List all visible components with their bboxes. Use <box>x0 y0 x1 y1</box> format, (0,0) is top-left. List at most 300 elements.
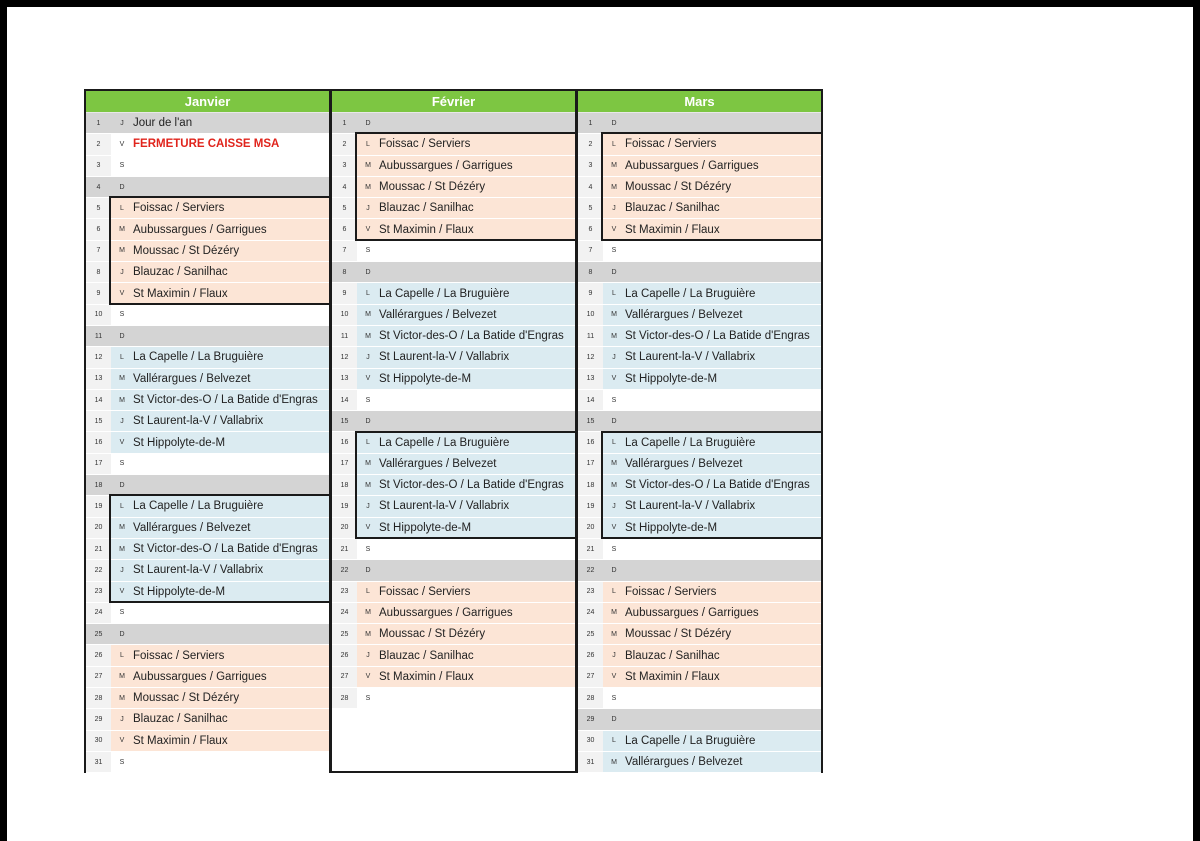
weekday-letter: D <box>119 630 125 638</box>
day-row <box>578 582 821 603</box>
day-number: 18 <box>332 475 357 495</box>
day-number: 9 <box>86 283 111 303</box>
day-row <box>86 347 329 368</box>
day-row <box>86 326 329 347</box>
visit-location: Vallérargues / Belvezet <box>625 756 743 769</box>
day-row <box>578 390 821 411</box>
day-row <box>86 262 329 283</box>
weekday-letter: S <box>365 247 371 255</box>
day-number: 9 <box>332 283 357 303</box>
weekday-letter: L <box>366 588 370 596</box>
weekday-letter: V <box>119 290 125 298</box>
visit-location: St Hippolyte-de-M <box>625 521 718 534</box>
weekday-letter: J <box>120 417 124 425</box>
day-number: 5 <box>578 198 603 218</box>
day-number: 4 <box>86 177 111 197</box>
visit-location: Moussac / St Dézéry <box>133 244 240 257</box>
weekday-letter: J <box>366 353 370 361</box>
day-number: 10 <box>578 305 603 325</box>
day-row <box>86 432 329 453</box>
day-row <box>332 475 575 496</box>
day-row <box>332 411 575 432</box>
day-number: 4 <box>578 177 603 197</box>
weekday-letter: D <box>119 481 125 489</box>
weekday-letter: S <box>119 758 125 766</box>
weekday-letter: L <box>366 290 370 298</box>
day-number: 7 <box>578 241 603 261</box>
day-row <box>578 156 821 177</box>
weekday-letter: J <box>612 204 616 212</box>
day-number: 25 <box>578 624 603 644</box>
day-number: 27 <box>332 667 357 687</box>
day-row <box>86 134 329 155</box>
day-number: 21 <box>578 539 603 559</box>
day-number: 21 <box>86 539 111 559</box>
visit-location: Foissac / Serviers <box>625 138 717 151</box>
month-header: Février <box>332 91 575 113</box>
day-row <box>332 262 575 283</box>
weekday-letter: M <box>611 311 617 319</box>
weekday-letter: M <box>119 226 125 234</box>
day-number: 1 <box>332 113 357 133</box>
day-row <box>578 603 821 624</box>
day-number: 9 <box>578 283 603 303</box>
visit-location: Blauzac / Sanilhac <box>133 713 228 726</box>
visit-location: St Maximin / Flaux <box>133 287 228 300</box>
visit-location: St Laurent-la-V / Vallabrix <box>133 564 264 577</box>
day-number: 14 <box>332 390 357 410</box>
weekday-letter: L <box>366 439 370 447</box>
visit-location: La Capelle / La Bruguière <box>379 436 510 449</box>
visit-location: Moussac / St Dézéry <box>379 181 486 194</box>
day-number: 18 <box>86 475 111 495</box>
day-row <box>86 560 329 581</box>
day-number: 23 <box>332 582 357 602</box>
day-row <box>578 496 821 517</box>
visit-location: La Capelle / La Bruguière <box>133 500 264 513</box>
visit-location: St Maximin / Flaux <box>625 223 720 236</box>
weekday-letter: M <box>365 332 371 340</box>
day-row <box>86 731 329 752</box>
day-row <box>578 454 821 475</box>
day-row <box>332 432 575 453</box>
day-number: 5 <box>332 198 357 218</box>
day-row <box>86 518 329 539</box>
visit-location: St Victor-des-O / La Batide d'Engras <box>133 543 318 556</box>
day-number: 8 <box>332 262 357 282</box>
day-row <box>332 283 575 304</box>
month-header: Janvier <box>86 91 329 113</box>
weekday-letter: V <box>365 673 371 681</box>
weekday-letter: L <box>612 439 616 447</box>
day-number: 16 <box>332 432 357 452</box>
weekday-letter: V <box>365 524 371 532</box>
weekday-letter: M <box>365 609 371 617</box>
day-row <box>86 496 329 517</box>
day-row <box>578 369 821 390</box>
day-row <box>86 156 329 177</box>
day-row <box>332 645 575 666</box>
day-number: 19 <box>332 496 357 516</box>
day-number: 25 <box>86 624 111 644</box>
visit-location: St Hippolyte-de-M <box>379 521 472 534</box>
weekday-letter: M <box>119 694 125 702</box>
weekday-letter: M <box>611 332 617 340</box>
day-number: 3 <box>86 156 111 176</box>
day-row <box>86 752 329 773</box>
weekday-letter: D <box>611 715 617 723</box>
day-row <box>578 113 821 134</box>
visit-location: St Victor-des-O / La Batide d'Engras <box>379 479 564 492</box>
day-row <box>578 645 821 666</box>
visit-location: St Hippolyte-de-M <box>379 372 472 385</box>
day-number: 7 <box>332 241 357 261</box>
day-number: 7 <box>86 241 111 261</box>
day-number: 15 <box>332 411 357 431</box>
visit-location: Aubussargues / Garrigues <box>133 670 267 683</box>
day-number: 17 <box>86 454 111 474</box>
visit-location: Blauzac / Sanilhac <box>133 266 228 279</box>
weekday-letter: V <box>365 226 371 234</box>
day-number: 27 <box>578 667 603 687</box>
weekday-letter: V <box>611 226 617 234</box>
day-row <box>86 177 329 198</box>
visit-location: St Laurent-la-V / Vallabrix <box>625 500 756 513</box>
day-number: 22 <box>578 560 603 580</box>
day-row <box>86 709 329 730</box>
visit-location: Jour de l'an <box>133 117 193 130</box>
weekday-letter: L <box>120 204 124 212</box>
day-row <box>578 432 821 453</box>
day-row <box>332 560 575 581</box>
weekday-letter: L <box>120 652 124 660</box>
day-row <box>86 603 329 624</box>
weekday-letter: D <box>611 417 617 425</box>
visit-location: La Capelle / La Bruguière <box>379 287 510 300</box>
weekday-letter: V <box>119 140 125 148</box>
day-row <box>86 688 329 709</box>
weekday-letter: V <box>119 737 125 745</box>
weekday-letter: M <box>365 162 371 170</box>
day-number: 13 <box>332 369 357 389</box>
weekday-letter: J <box>612 652 616 660</box>
day-number: 26 <box>86 645 111 665</box>
day-row <box>86 539 329 560</box>
weekday-letter: J <box>612 353 616 361</box>
weekday-letter: M <box>119 375 125 383</box>
weekday-letter: M <box>119 673 125 681</box>
day-number: 16 <box>578 432 603 452</box>
weekday-letter: D <box>611 119 617 127</box>
day-number: 15 <box>86 411 111 431</box>
day-row <box>578 219 821 240</box>
day-number: 14 <box>578 390 603 410</box>
day-row <box>578 411 821 432</box>
visit-location: St Maximin / Flaux <box>133 734 228 747</box>
day-number: 23 <box>578 582 603 602</box>
day-number: 28 <box>86 688 111 708</box>
day-row <box>332 347 575 368</box>
weekday-letter: J <box>120 715 124 723</box>
day-row <box>86 667 329 688</box>
day-number: 16 <box>86 432 111 452</box>
weekday-letter: L <box>120 502 124 510</box>
day-row <box>578 667 821 688</box>
visit-location: La Capelle / La Bruguière <box>625 436 756 449</box>
day-number: 6 <box>578 219 603 239</box>
weekday-letter: L <box>366 140 370 148</box>
day-row <box>578 539 821 560</box>
visit-location: St Laurent-la-V / Vallabrix <box>379 500 510 513</box>
weekday-letter: J <box>120 268 124 276</box>
visit-location: St Laurent-la-V / Vallabrix <box>133 415 264 428</box>
weekday-letter: J <box>366 502 370 510</box>
day-row <box>332 603 575 624</box>
weekday-letter: J <box>366 652 370 660</box>
day-row <box>578 198 821 219</box>
weekday-letter: M <box>119 545 125 553</box>
visit-location: La Capelle / La Bruguière <box>625 734 756 747</box>
visit-location: St Laurent-la-V / Vallabrix <box>625 351 756 364</box>
weekday-letter: M <box>365 183 371 191</box>
weekday-letter: V <box>611 524 617 532</box>
day-row <box>86 283 329 304</box>
day-row <box>578 241 821 262</box>
day-number: 20 <box>578 518 603 538</box>
day-row <box>332 134 575 155</box>
visit-location: St Maximin / Flaux <box>625 670 720 683</box>
day-number: 19 <box>578 496 603 516</box>
day-row <box>332 539 575 560</box>
day-list <box>332 113 575 709</box>
visit-location: Blauzac / Sanilhac <box>625 202 720 215</box>
day-row <box>332 241 575 262</box>
day-number: 15 <box>578 411 603 431</box>
day-row <box>578 688 821 709</box>
weekday-letter: S <box>611 694 617 702</box>
day-number: 22 <box>332 560 357 580</box>
day-number: 30 <box>578 731 603 751</box>
day-row <box>332 156 575 177</box>
day-row <box>578 475 821 496</box>
day-row <box>86 411 329 432</box>
day-row <box>578 283 821 304</box>
month-column <box>576 89 823 773</box>
visit-location: Vallérargues / Belvezet <box>379 457 497 470</box>
weekday-letter: M <box>611 460 617 468</box>
weekday-letter: S <box>365 396 371 404</box>
weekday-letter: D <box>365 268 371 276</box>
weekday-letter: V <box>119 439 125 447</box>
day-number: 18 <box>578 475 603 495</box>
day-row <box>578 560 821 581</box>
day-number: 4 <box>332 177 357 197</box>
day-number: 28 <box>332 688 357 708</box>
calendar-grid <box>84 89 826 773</box>
weekday-letter: D <box>611 268 617 276</box>
day-row <box>332 667 575 688</box>
day-row <box>332 688 575 709</box>
day-number: 13 <box>578 369 603 389</box>
visit-location: Moussac / St Dézéry <box>379 628 486 641</box>
visit-location: St Hippolyte-de-M <box>133 585 226 598</box>
day-number: 24 <box>578 603 603 623</box>
month-column <box>84 89 331 773</box>
weekday-letter: D <box>365 119 371 127</box>
visit-location: Vallérargues / Belvezet <box>133 372 251 385</box>
day-number: 20 <box>332 518 357 538</box>
day-number: 6 <box>86 219 111 239</box>
day-number: 28 <box>578 688 603 708</box>
day-row <box>332 624 575 645</box>
visit-location: St Victor-des-O / La Batide d'Engras <box>133 394 318 406</box>
weekday-letter: S <box>611 247 617 255</box>
visit-location: St Hippolyte-de-M <box>625 372 718 385</box>
weekday-letter: M <box>611 630 617 638</box>
day-row <box>86 624 329 645</box>
document-page <box>7 7 1193 841</box>
day-number: 8 <box>578 262 603 282</box>
day-row <box>86 305 329 326</box>
visit-location: Aubussargues / Garrigues <box>625 159 759 172</box>
day-row <box>86 475 329 496</box>
day-number: 24 <box>332 603 357 623</box>
visit-location: Foissac / Serviers <box>133 202 225 215</box>
weekday-letter: L <box>120 353 124 361</box>
day-number: 12 <box>86 347 111 367</box>
weekday-letter: D <box>119 332 125 340</box>
visit-location: St Hippolyte-de-M <box>133 436 226 449</box>
day-number: 14 <box>86 390 111 410</box>
visit-location: St Victor-des-O / La Batide d'Engras <box>625 479 810 492</box>
day-number: 24 <box>86 603 111 623</box>
closure-notice: FERMETURE CAISSE MSA <box>133 138 280 151</box>
day-number: 1 <box>86 113 111 133</box>
visit-location: Aubussargues / Garrigues <box>133 223 267 236</box>
weekday-letter: M <box>119 396 125 404</box>
day-row <box>332 326 575 347</box>
weekday-letter: M <box>611 609 617 617</box>
day-row <box>332 177 575 198</box>
visit-location: Blauzac / Sanilhac <box>379 649 474 662</box>
visit-location: Vallérargues / Belvezet <box>379 308 497 321</box>
day-number: 20 <box>86 518 111 538</box>
day-row <box>578 326 821 347</box>
day-number: 10 <box>332 305 357 325</box>
weekday-letter: S <box>119 311 125 319</box>
weekday-letter: S <box>119 162 125 170</box>
weekday-letter: M <box>611 758 617 766</box>
day-row <box>578 624 821 645</box>
weekday-letter: D <box>119 183 125 191</box>
day-row <box>578 262 821 283</box>
weekday-letter: M <box>365 630 371 638</box>
day-row <box>332 219 575 240</box>
day-row <box>578 134 821 155</box>
visit-location: La Capelle / La Bruguière <box>625 287 756 300</box>
weekday-letter: S <box>611 396 617 404</box>
weekday-letter: M <box>365 311 371 319</box>
visit-location: Blauzac / Sanilhac <box>379 202 474 215</box>
day-number: 31 <box>578 752 603 772</box>
weekday-letter: J <box>120 119 124 127</box>
weekday-letter: V <box>611 375 617 383</box>
day-row <box>332 582 575 603</box>
visit-location: Aubussargues / Garrigues <box>379 159 513 172</box>
day-number: 29 <box>86 709 111 729</box>
day-number: 6 <box>332 219 357 239</box>
day-number: 21 <box>332 539 357 559</box>
day-number: 17 <box>332 454 357 474</box>
day-number: 3 <box>332 156 357 176</box>
day-number: 2 <box>578 134 603 154</box>
day-row <box>578 305 821 326</box>
day-row <box>86 241 329 262</box>
weekday-letter: S <box>611 545 617 553</box>
day-number: 12 <box>332 347 357 367</box>
day-number: 26 <box>578 645 603 665</box>
weekday-letter: L <box>612 290 616 298</box>
day-number: 29 <box>578 709 603 729</box>
day-row <box>86 198 329 219</box>
weekday-letter: J <box>120 566 124 574</box>
day-number: 22 <box>86 560 111 580</box>
weekday-letter: M <box>365 460 371 468</box>
visit-location: Moussac / St Dézéry <box>133 692 240 705</box>
visit-location: St Laurent-la-V / Vallabrix <box>379 351 510 364</box>
weekday-letter: D <box>365 566 371 574</box>
weekday-letter: S <box>365 694 371 702</box>
visit-location: Foissac / Serviers <box>625 585 717 598</box>
day-row <box>578 709 821 730</box>
day-number: 1 <box>578 113 603 133</box>
visit-location: St Maximin / Flaux <box>379 670 474 683</box>
visit-location: St Maximin / Flaux <box>379 223 474 236</box>
weekday-letter: M <box>611 183 617 191</box>
weekday-letter: M <box>119 247 125 255</box>
weekday-letter: M <box>365 481 371 489</box>
day-number: 12 <box>578 347 603 367</box>
visit-location: La Capelle / La Bruguière <box>133 351 264 364</box>
month-column <box>330 89 577 773</box>
day-row <box>332 369 575 390</box>
day-row <box>332 198 575 219</box>
day-row <box>86 454 329 475</box>
visit-location: St Victor-des-O / La Batide d'Engras <box>379 330 564 343</box>
day-row <box>332 305 575 326</box>
day-number: 23 <box>86 582 111 602</box>
day-number: 30 <box>86 731 111 751</box>
day-number: 11 <box>86 326 111 346</box>
visit-location: Vallérargues / Belvezet <box>625 457 743 470</box>
visit-location: Foissac / Serviers <box>379 138 471 151</box>
weekday-letter: M <box>611 162 617 170</box>
day-row <box>86 645 329 666</box>
day-number: 2 <box>332 134 357 154</box>
weekday-letter: D <box>611 566 617 574</box>
day-row <box>332 518 575 539</box>
visit-location: Vallérargues / Belvezet <box>133 521 251 534</box>
day-row <box>332 390 575 411</box>
day-number: 31 <box>86 752 111 772</box>
weekday-letter: J <box>612 502 616 510</box>
weekday-letter: V <box>611 673 617 681</box>
weekday-letter: D <box>365 417 371 425</box>
visit-location: Aubussargues / Garrigues <box>379 606 513 619</box>
visit-location: Moussac / St Dézéry <box>625 181 732 194</box>
day-row <box>86 582 329 603</box>
weekday-letter: L <box>612 588 616 596</box>
